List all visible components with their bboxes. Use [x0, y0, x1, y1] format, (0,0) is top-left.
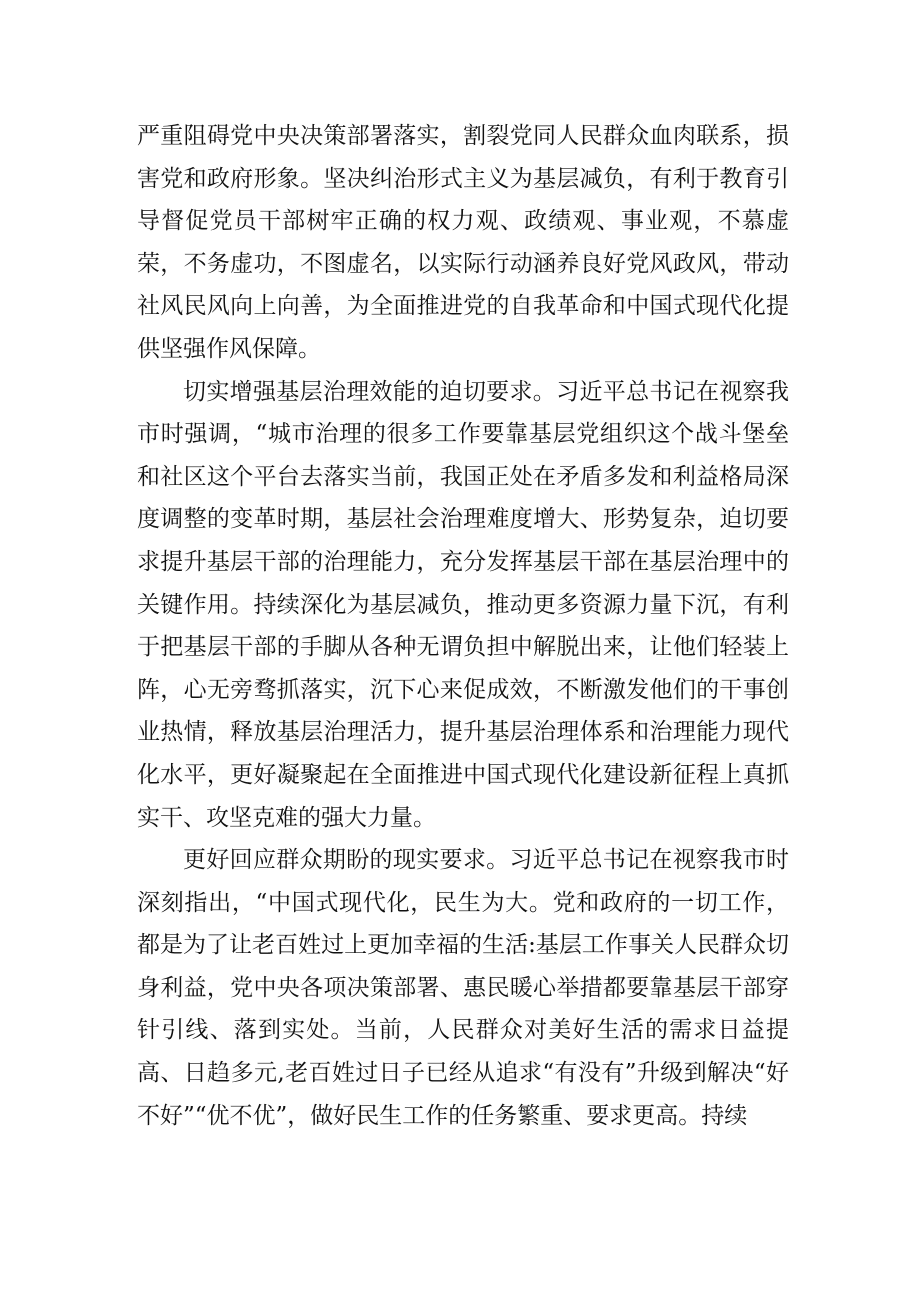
- paragraph-3: 更好回应群众期盼的现实要求。习近平总书记在视察我市时深刻指出，“中国式现代化，民生为大。党和政府的一切工作，都是为了让老百姓过上更加幸福的生活:基层工作事关人民群众切身利益，党中央各项决策部署、惠民暖心举措都要靠基层干部穿针引线、落到实处。当前，人民群众对美好生活的需求日益提高、日趋多元,老百姓过日子已经从追求“有没有”升级到解决“好不好”“优不优”，做好民生工作的任务繁重、要求更高。持续: [137, 847, 789, 1129]
- document-body: [137, 115, 789, 1137]
- paragraph-2: 切实增强基层治理效能的迫切要求。习近平总书记在视察我市时强调，“城市治理的很多工作要靠基层党组织这个战斗堡垒和社区这个平台去落实当前，我国正处在矛盾多发和利益格局深度调整的变革时期，基层社会治理难度增大、形势复杂，迫切要求提升基层干部的治理能力，充分发挥基层干部在基层治理中的关键作用。持续深化为基层减负，推动更多资源力量下沉，有利于把基层干部的手脚从各种无谓负担中解脱出来，让他们轻装上阵，心无旁骛抓落实，沉下心来促成效，不断激发他们的干事创业热情，释放基层治理活力，提升基层治理体系和治理能力现代化水平，更好凝聚起在全面推进中国式现代化建设新征程上真抓实干、攻坚克难的强大力量。: [137, 378, 789, 831]
- paragraph-1: 严重阻碍党中央决策部署落实，割裂党同人民群众血肉联系，损害党和政府形象。坚决纠治形式主义为基层减负，有利于教育引导督促党员干部树牢正确的权力观、政绩观、事业观，不慕虚荣，不务虚功，不图虚名，以实际行动涵养良好党风政风，带动社风民风向上向善，为全面推进党的自我革命和中国式现代化提供坚强作风保障。: [137, 123, 789, 362]
